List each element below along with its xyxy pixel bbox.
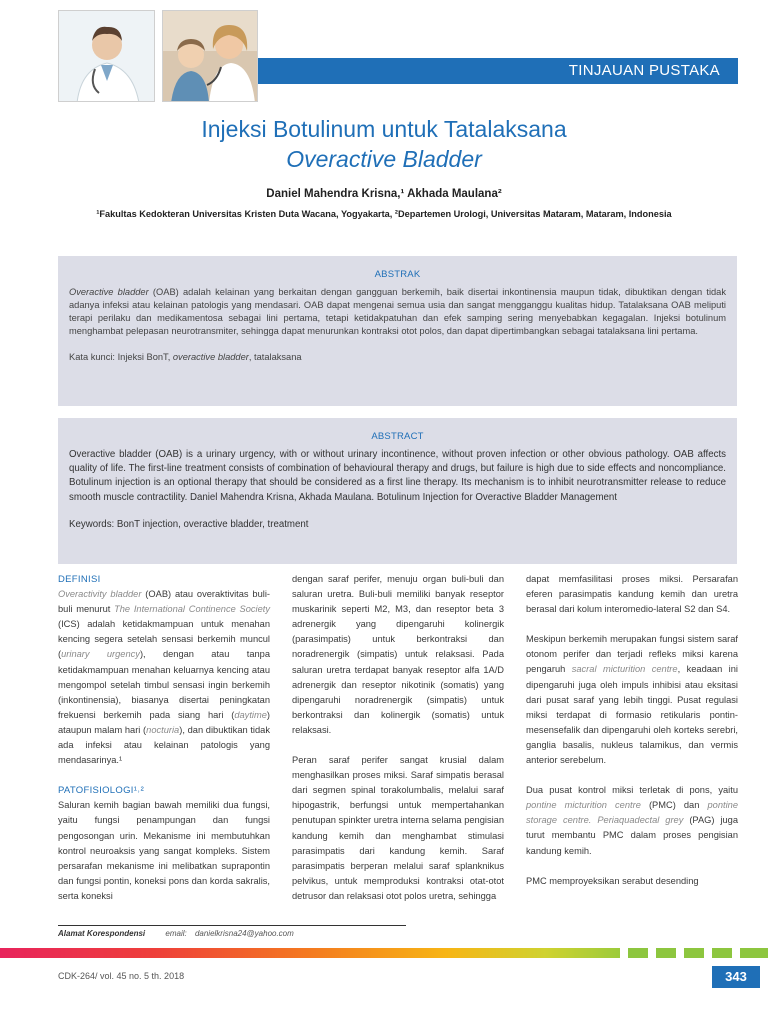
correspondence [58, 929, 294, 938]
abstrak-keywords: Kata kunci: Injeksi BonT, overactive bladder, tatalaksana [69, 351, 302, 362]
patofisiologi-paragraph: Saluran kemih bagian bawah memiliki dua fungsi, yaitu fungsi penampungan dan fungsi pengosongan urin. Mekanisme ini membutuhkan kontrol neuroaksis yang sangat kompleks. Sistem persarafan mekanisme ini melibatkan suprapontin dan fungsi pontin, koneksi pons dan korda sakralis, serta koneksi [58, 800, 270, 901]
pediatric-exam-photo [162, 10, 258, 102]
footer-square [740, 948, 768, 958]
doctor-photo [58, 10, 155, 102]
abstract-box [58, 418, 737, 564]
definisi-heading: DEFINISI [58, 574, 101, 585]
authors: Daniel Mahendra Krisna,¹ Akhada Maulana² [266, 188, 502, 200]
footer-square [628, 948, 648, 958]
article-title-line2: Overactive Bladder [286, 146, 482, 172]
micturition-reflex-paragraph: Meskipun berkemih merupakan fungsi sistem saraf otonom perifer dan terjadi refleks miksi karena pengaruh sacral micturition centre, keadaan ini dipengaruhi juga oleh impuls inhibisi atau eksitasi dari pusat saraf yang lebih tinggi. Pusat regulasi miksi terdapat di formasio retikularis pontin-mesensefalik dan dipengaruhi oleh korteks serebri, ganglia basalis, nukleus talamikus, dan vermis anterior serebelum. [526, 634, 738, 766]
footer-square [684, 948, 704, 958]
section-label: TINJAUAN PUSTAKA [568, 62, 720, 79]
abstract-text: Overactive bladder (OAB) is a urinary urgency, with or without urinary incontinence, without proven infection or other obvious pathology. OAB affects quality of life. The first-line treatment consists of combination of behavioural therapy and drugs, but failure is high due to side effects and noncompliance. Botulinum injection is an optional therapy that should be considered as a first line therapy. Its mechanism is to inhibit neurotransmitter release to reduce smooth muscle contractility. Daniel Mahendra Krisna, Akhada Maulana. Botulinum Injection for Overactive Bladder Management [69, 449, 726, 503]
email-label: email: [165, 929, 187, 938]
abstract-keywords: Keywords: BonT injection, overactive bladder, treatment [69, 518, 309, 530]
efferent-paragraph: dapat memfasilitasi proses miksi. Persarafan eferen parasimpatis kandung kemih dan uretra berasal dari kolum interomedio-lateral S2 dan S4. [526, 574, 738, 615]
patofisiologi-heading: PATOFISIOLOGI¹˒² [58, 785, 145, 797]
abstrak-text: Overactive bladder (OAB) adalah kelainan yang berkaitan dengan gangguan berkemih, baik disertai inkontinensia maupun tidak, dibuktikan dengan tidak adanya infeksi atau kelainan patologis yang mendasari. OAB dapat mengenai semua usia dan sangat mengganggu kualitas hidup. Tatalaksana OAB meliputi terapi perilaku dan medikamentosa sebagai lini pertama, tetapi ketidakpatuhan dan efek samping sering menyebabkan kegagalan. Injeksi botulinum menghambat pelepasan neurotransmiter, sehingga dapat menurunkan kontraksi otot polos, dan dapat dipertimbangkan sebagai tatalaksana lini pertama. [69, 287, 727, 336]
abstrak-heading: ABSTRAK [374, 269, 421, 280]
receptor-paragraph: dengan saraf perifer, menuju organ buli-buli dan saluran uretra. Buli-buli memiliki banyak reseptor muskarinik seperti M2, M3, dan reseptor beta 3 adrenergik yang dipengaruhi kolinergik (parasimpatis) untuk berkontraksi dan noradrenergik (simpatis) untuk relaksasi. Pada saluran uretra terdapat banyak reseptor alfa 1A/D adrenergik dan reseptor nikotinik (somatis) yang dipengaruhi noradrenergik (simpatis) untuk berkontraksi dan kolinergik (somatis) untuk relaksasi. [292, 574, 504, 735]
body-column-2 [292, 572, 504, 919]
correspondence-label: Alamat Korespondensi [58, 929, 146, 938]
body-column-1 [58, 572, 270, 919]
email-address[interactable]: danielkrisna24@yahoo.com [194, 929, 294, 938]
page-number: 343 [712, 966, 760, 988]
correspondence-divider [58, 925, 406, 926]
definisi-paragraph: Overactivity bladder (OAB) atau overaktivitas buli-buli menurut The International Continence Society (ICS) adalah ketidakmampuan untuk menahan kencing segera setelah sensasi berkemih muncul (urinary urgency), dengan atau tanpa ketidakmampuan menahan keluarnya kencing atau mengompol setelah timbul sensasi ingin berkemih (inkontinensia), biasanya disertai peningkatan frekuensi berkemih pada siang hari (daytime) ataupun malam hari (nocturia), dan dibuktikan tidak ada infeksi atau kelainan patologis yang mendasarinya.¹ [58, 589, 271, 766]
peripheral-nerve-paragraph: Peran saraf perifer sangat krusial dalam menghasilkan proses miksi. Saraf simpatis berasal dari segmen spinal torakolumbalis, melalui saraf hipogastrik, berfungsi untuk mempertahankan penutupan spinkter uretra interna selama pengisian kandung kemih dan menghambat stimulasi parasimpatis dari kandung kemih. Saraf parasimpatis berperan melalui saraf splanknikus pelvikus, untuk memproduksi kontraksi otat-otot detrusor dan relaksasi otot polos uretra, sehingga [292, 755, 504, 901]
footer-gradient-bar [0, 948, 620, 958]
pmc-paragraph: PMC memproyeksikan serabut desending [526, 875, 699, 886]
abstract-heading: ABSTRACT [371, 431, 424, 442]
affiliation: ¹Fakultas Kedokteran Universitas Kristen Duta Wacana, Yogyakarta, ²Departemen Urologi, Universitas Mataram, Mataram, Indonesia [96, 209, 672, 219]
journal-info: CDK-264/ vol. 45 no. 5 th. 2018 [58, 971, 185, 981]
body-column-3 [526, 572, 738, 904]
article-title-line1: Injeksi Botulinum untuk Tatalaksana [201, 116, 567, 142]
footer-square [656, 948, 676, 958]
pontine-centres-paragraph: Dua pusat kontrol miksi terletak di pons, yaitu pontine micturition centre (PMC) dan pontine storage centre. Periaquadectal grey (PAG) juga turut membantu PMC dalam proses pengisian kandung kemih. [526, 785, 738, 856]
footer-square [712, 948, 732, 958]
abstrak-box [58, 256, 737, 406]
section-banner [258, 58, 738, 84]
